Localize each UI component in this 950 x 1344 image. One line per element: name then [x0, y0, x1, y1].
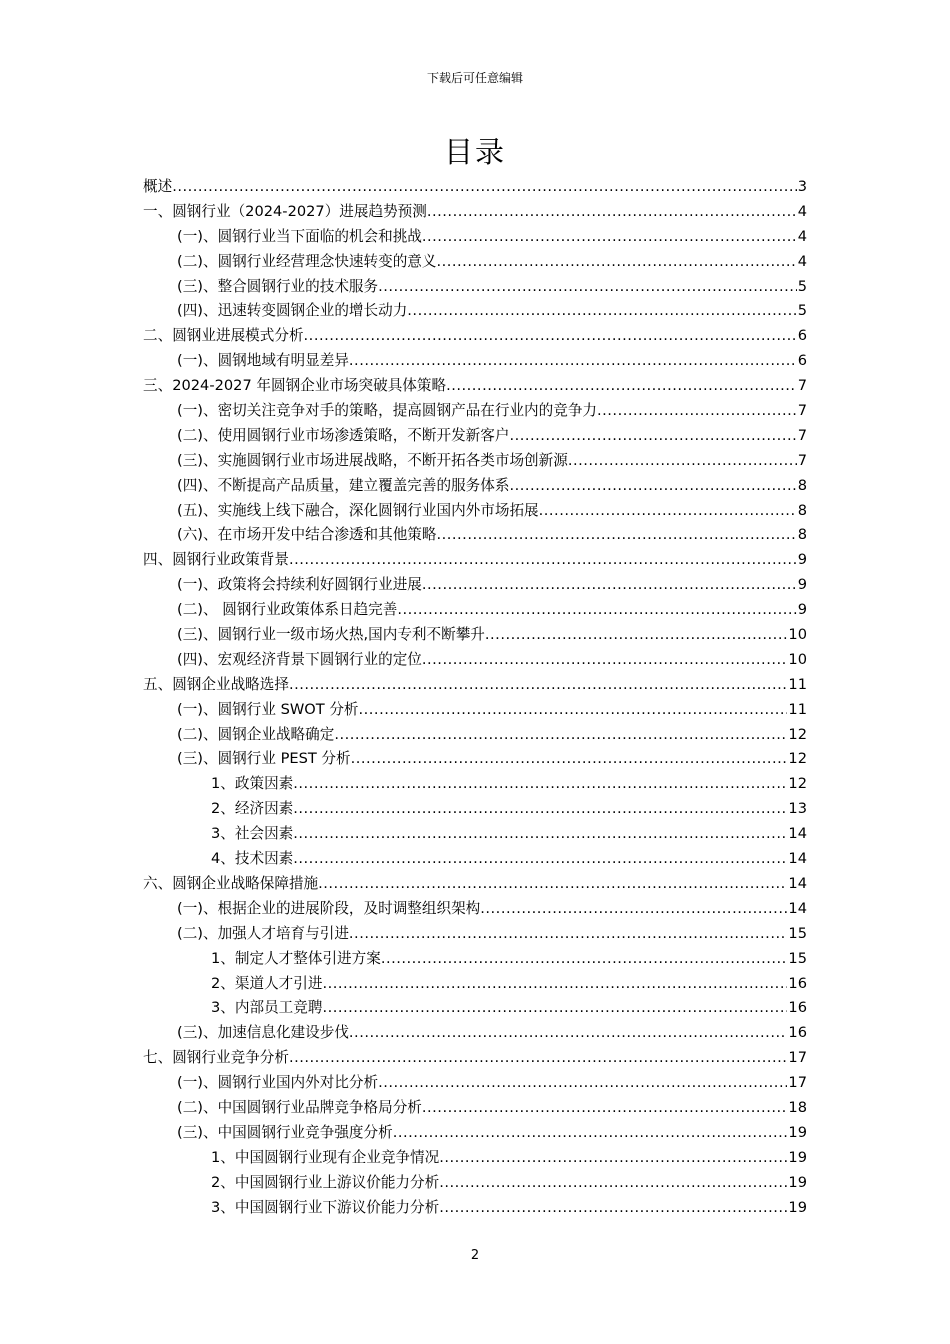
toc-entry-label: (一)、根据企业的进展阶段，及时调整组织架构: [177, 899, 481, 917]
toc-entry-label: (三)、实施圆钢行业市场进展战略，不断开拓各类市场创新源: [177, 451, 568, 469]
toc-entry-page: 12: [788, 725, 807, 743]
toc-entry[interactable]: [143, 1046, 807, 1071]
toc-entry-page: 19: [788, 1173, 807, 1191]
toc-entry-page: 17: [788, 1049, 807, 1067]
toc-entry[interactable]: [143, 598, 807, 623]
toc-entry-label: (二)、圆钢行业经营理念快速转变的意义: [177, 252, 437, 270]
toc-leader-dots: [304, 324, 797, 349]
toc-entry[interactable]: [143, 499, 807, 524]
toc-entry-label: (二)、加强人才培育与引进: [177, 924, 349, 942]
toc-entry-page: 13: [788, 800, 807, 818]
toc-leader-dots: [378, 275, 797, 300]
toc-entry-label: (三)、加速信息化建设步伐: [177, 1024, 349, 1042]
toc-entry-label: 2、经济因素: [211, 800, 294, 818]
toc-entry-label: 1、政策因素: [211, 775, 294, 793]
toc-entry[interactable]: [143, 200, 807, 225]
toc-entry-page: 12: [788, 750, 807, 768]
toc-leader-dots: [422, 573, 797, 598]
toc-title: 目录: [443, 135, 506, 169]
toc-entry-page: 12: [788, 775, 807, 793]
toc-entry-page: 7: [797, 451, 807, 469]
toc-entry-page: 18: [788, 1098, 807, 1116]
toc-entry-label: (二)、中国圆钢行业品牌竞争格局分析: [177, 1098, 422, 1116]
toc-leader-dots: [293, 772, 787, 797]
toc-entry-page: 19: [788, 1123, 807, 1141]
toc-entry-page: 15: [788, 924, 807, 942]
toc-entry-page: 10: [788, 626, 807, 644]
toc-leader-dots: [349, 349, 797, 374]
toc-leader-dots: [485, 623, 788, 648]
toc-entry-page: 16: [788, 999, 807, 1017]
toc-entry[interactable]: [143, 424, 807, 449]
toc-leader-dots: [349, 1021, 788, 1046]
toc-entry[interactable]: [143, 772, 807, 797]
toc-entry[interactable]: [143, 822, 807, 847]
toc-entry[interactable]: [143, 623, 807, 648]
toc-entry-label: (一)、政策将会持续利好圆钢行业进展: [177, 576, 422, 594]
toc-entry[interactable]: [143, 972, 807, 997]
toc-leader-dots: [509, 474, 796, 499]
toc-entry-label: 三、2024-2027 年圆钢企业市场突破具体策略: [143, 377, 447, 395]
page-number: 2: [470, 1248, 480, 1263]
toc-entry-label: (一)、圆钢行业 SWOT 分析: [177, 700, 359, 718]
toc-entry-label: (六)、在市场开发中结合渗透和其他策略: [177, 526, 437, 544]
toc-leader-dots: [322, 996, 787, 1021]
toc-entry-label: 2、中国圆钢行业上游议价能力分析: [211, 1173, 440, 1191]
toc-entry-page: 8: [797, 501, 807, 519]
toc-entry-page: 4: [797, 252, 807, 270]
toc-entry[interactable]: [143, 996, 807, 1021]
toc-entry-label: 1、中国圆钢行业现有企业竞争情况: [211, 1148, 440, 1166]
toc-entry-page: 19: [788, 1148, 807, 1166]
toc-entry-label: 3、内部员工竞聘: [211, 999, 323, 1017]
toc-entry[interactable]: [143, 1121, 807, 1146]
toc-leader-dots: [427, 200, 797, 225]
toc-entry-page: 17: [788, 1074, 807, 1092]
toc-leader-dots: [436, 250, 796, 275]
toc-entry-page: 4: [797, 227, 807, 245]
toc-entry[interactable]: [143, 698, 807, 723]
toc-leader-dots: [397, 598, 796, 623]
toc-entry-page: 4: [797, 202, 807, 220]
toc-leader-dots: [289, 673, 787, 698]
toc-entry-label: (一)、圆钢行业当下面临的机会和挑战: [177, 227, 422, 245]
toc-leader-dots: [289, 548, 797, 573]
toc-entry-page: 11: [788, 700, 807, 718]
toc-entry-page: 9: [797, 601, 807, 619]
toc-entry[interactable]: [143, 175, 807, 200]
toc-entry-label: 3、社会因素: [211, 825, 294, 843]
toc-entry[interactable]: [143, 947, 807, 972]
toc-entry-label: (三)、圆钢行业 PEST 分析: [177, 750, 351, 768]
toc-entry-page: 9: [797, 576, 807, 594]
toc-entry-page: 10: [788, 650, 807, 668]
page-header: 下载后可任意编辑: [426, 71, 523, 85]
toc-entry-label: 六、圆钢企业战略保障措施: [143, 874, 319, 892]
toc-leader-dots: [359, 698, 788, 723]
toc-entry-page: 15: [788, 949, 807, 967]
toc-entry[interactable]: [143, 449, 807, 474]
toc-entry-page: 14: [788, 825, 807, 843]
toc-entry-page: 6: [797, 327, 807, 345]
toc-leader-dots: [378, 1071, 787, 1096]
toc-entry-label: (五)、实施线上线下融合，深化圆钢行业国内外市场拓展: [177, 501, 539, 519]
toc-leader-dots: [293, 797, 787, 822]
toc-entry[interactable]: [143, 225, 807, 250]
toc-entry-page: 19: [788, 1198, 807, 1216]
toc-entry-label: (三)、中国圆钢行业竞争强度分析: [177, 1123, 393, 1141]
toc-entry-label: 五、圆钢企业战略选择: [143, 675, 289, 693]
toc-entry-page: 8: [797, 526, 807, 544]
toc-entry-page: 7: [797, 426, 807, 444]
toc-entry[interactable]: [143, 897, 807, 922]
toc-entry-label: 4、技术因素: [211, 850, 294, 868]
toc-leader-dots: [349, 922, 788, 947]
toc-leader-dots: [289, 1046, 787, 1071]
toc-entry-label: 2、渠道人才引进: [211, 974, 323, 992]
toc-entry-label: 七、圆钢行业竞争分析: [143, 1049, 289, 1067]
toc-leader-dots: [439, 1146, 787, 1171]
toc-entry[interactable]: [143, 1096, 807, 1121]
toc-entry-label: 概述: [143, 178, 173, 195]
toc-entry-page: 7: [797, 377, 807, 395]
toc-entry[interactable]: [143, 1196, 807, 1221]
toc-entry-label: (一)、圆钢行业国内外对比分析: [177, 1074, 379, 1092]
toc-entry[interactable]: [143, 399, 807, 424]
toc-entry-page: 14: [788, 850, 807, 868]
toc-leader-dots: [407, 299, 796, 324]
toc-entry[interactable]: [143, 275, 807, 300]
toc-entry[interactable]: [143, 1071, 807, 1096]
toc-entry[interactable]: [143, 1171, 807, 1196]
toc-entry-label: 四、圆钢行业政策背景: [143, 551, 289, 569]
toc-leader-dots: [322, 972, 787, 997]
toc-entry-page: 3: [797, 178, 807, 195]
toc-leader-dots: [334, 723, 787, 748]
toc-entry[interactable]: [143, 847, 807, 872]
toc-entry[interactable]: [143, 349, 807, 374]
toc-entry[interactable]: [143, 324, 807, 349]
toc-entry-page: 16: [788, 974, 807, 992]
toc-entry-page: 5: [797, 302, 807, 320]
toc-entry-page: 8: [797, 476, 807, 494]
toc-entry[interactable]: [143, 548, 807, 573]
toc-leader-dots: [568, 449, 797, 474]
toc-entry-label: (三)、圆钢行业一级市场火热,国内专利不断攀升: [177, 626, 485, 644]
toc-leader-dots: [422, 1096, 788, 1121]
toc-entry[interactable]: [143, 573, 807, 598]
toc-entry-page: 11: [788, 675, 807, 693]
toc-entry-page: 6: [797, 352, 807, 370]
toc-entry-label: (一)、密切关注竞争对手的策略，提高圆钢产品在行业内的竞争力: [177, 402, 598, 420]
toc-leader-dots: [172, 175, 797, 200]
toc-entry-label: (一)、圆钢地域有明显差异: [177, 352, 349, 370]
toc-entry-label: 一、圆钢行业（2024-2027）进展趋势预测: [143, 202, 427, 220]
toc-entry-label: (二)、圆钢企业战略确定: [177, 725, 335, 743]
toc-leader-dots: [293, 847, 787, 872]
toc-entry[interactable]: [143, 1146, 807, 1171]
toc-entry-label: (四)、宏观经济背景下圆钢行业的定位: [177, 650, 422, 668]
toc-entry[interactable]: [143, 474, 807, 499]
toc-leader-dots: [597, 399, 797, 424]
toc-entry[interactable]: [143, 673, 807, 698]
toc-leader-dots: [439, 1196, 787, 1221]
toc-leader-dots: [436, 523, 796, 548]
toc-entry-label: (四)、不断提高产品质量，建立覆盖完善的服务体系: [177, 476, 510, 494]
toc-entry[interactable]: [143, 747, 807, 772]
toc-entry-label: (二)、 圆钢行业政策体系日趋完善: [177, 601, 398, 619]
toc-entry[interactable]: [143, 922, 807, 947]
toc-leader-dots: [393, 1121, 788, 1146]
toc-entry-page: 14: [788, 874, 807, 892]
toc-entry-label: (三)、整合圆钢行业的技术服务: [177, 277, 379, 295]
toc-leader-dots: [422, 225, 797, 250]
toc-entry[interactable]: [143, 299, 807, 324]
toc-entry-label: 二、圆钢业进展模式分析: [143, 327, 304, 345]
toc-entry-label: 3、中国圆钢行业下游议价能力分析: [211, 1198, 440, 1216]
toc-leader-dots: [509, 424, 796, 449]
toc-leader-dots: [293, 822, 787, 847]
toc-entry[interactable]: [143, 797, 807, 822]
toc-leader-dots: [422, 648, 788, 673]
toc-entry-page: 7: [797, 402, 807, 420]
toc-entry-page: 9: [797, 551, 807, 569]
table-of-contents: [143, 175, 807, 1220]
toc-entry-page: 5: [797, 277, 807, 295]
toc-entry[interactable]: [143, 523, 807, 548]
toc-leader-dots: [539, 499, 797, 524]
toc-entry[interactable]: [143, 872, 807, 897]
toc-leader-dots: [381, 947, 788, 972]
toc-leader-dots: [318, 872, 787, 897]
toc-leader-dots: [439, 1171, 787, 1196]
toc-entry[interactable]: [143, 648, 807, 673]
toc-entry-label: 1、制定人才整体引进方案: [211, 949, 381, 967]
toc-entry-label: (四)、迅速转变圆钢企业的增长动力: [177, 302, 408, 320]
toc-leader-dots: [480, 897, 787, 922]
toc-entry-page: 16: [788, 1024, 807, 1042]
toc-entry-page: 14: [788, 899, 807, 917]
toc-entry[interactable]: [143, 1021, 807, 1046]
toc-leader-dots: [446, 374, 797, 399]
toc-entry[interactable]: [143, 374, 807, 399]
toc-entry[interactable]: [143, 250, 807, 275]
toc-entry-label: (二)、使用圆钢行业市场渗透策略，不断开发新客户: [177, 426, 510, 444]
toc-entry[interactable]: [143, 723, 807, 748]
toc-leader-dots: [351, 747, 788, 772]
